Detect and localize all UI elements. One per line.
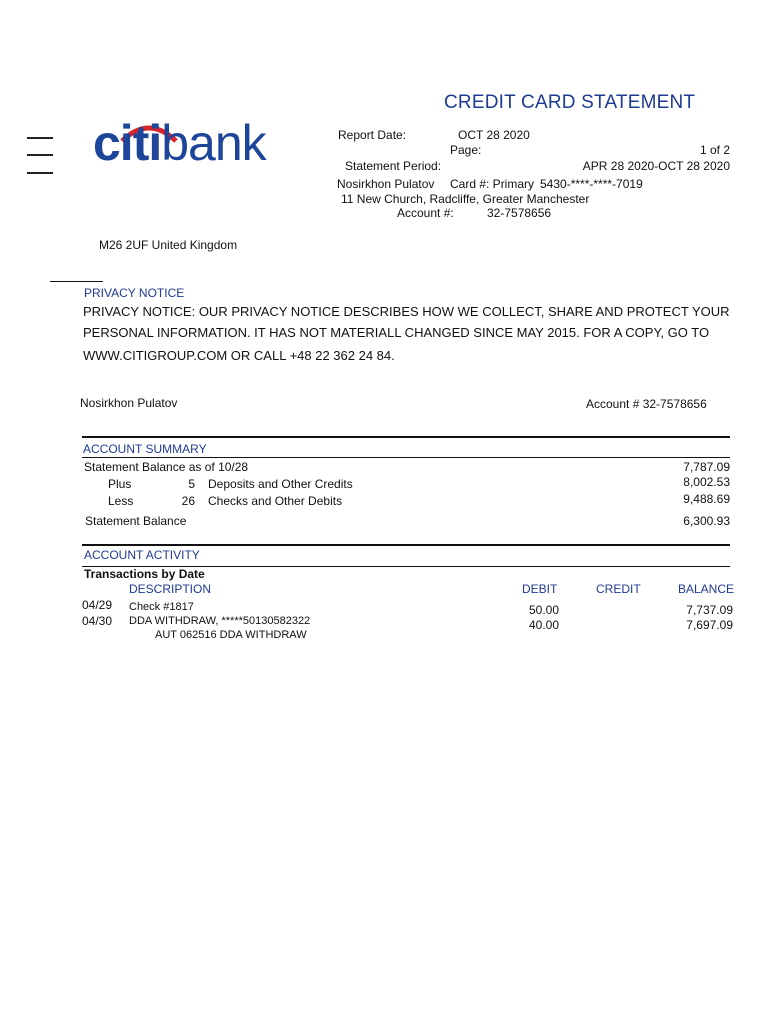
logo-bank: bank: [161, 115, 266, 171]
privacy-heading: PRIVACY NOTICE: [84, 286, 185, 300]
card-label: Card #: Primary: [450, 177, 535, 191]
divider: [50, 281, 103, 282]
account-label: Account #:: [397, 206, 454, 220]
activity-top-rule: [82, 544, 730, 546]
row-description: DDA WITHDRAW, *****50130582322: [129, 615, 311, 627]
summary-top-rule: [82, 436, 730, 438]
report-date-label: Report Date:: [338, 128, 407, 142]
page-label: Page:: [450, 143, 482, 157]
less-label: Less: [108, 494, 134, 508]
col-balance: BALANCE: [678, 582, 735, 596]
col-credit: CREDIT: [596, 582, 641, 596]
statement-period-value: APR 28 2020-OCT 28 2020: [582, 159, 730, 173]
col-debit: DEBIT: [522, 582, 558, 596]
plus-desc: Deposits and Other Credits: [208, 477, 353, 491]
less-desc: Checks and Other Debits: [208, 494, 343, 508]
account-number: 32-7578656: [487, 206, 552, 220]
activity-heading: ACCOUNT ACTIVITY: [84, 548, 200, 562]
plus-label: Plus: [108, 477, 132, 491]
holder-row-name: Nosirkhon Pulatov: [80, 396, 178, 410]
privacy-line-1: PRIVACY NOTICE: OUR PRIVACY NOTICE DESCRIBES HOW WE COLLECT, SHARE AND PROTECT YOUR: [83, 304, 730, 319]
row-date: 04/29: [82, 598, 113, 612]
holder-row-account: Account # 32-7578656: [586, 397, 707, 411]
row-balance: 7,697.09: [686, 618, 733, 632]
balance-asof-value: 7,787.09: [683, 460, 730, 474]
statement-period-label: Statement Period:: [345, 159, 442, 173]
logo-citi: citi: [93, 115, 162, 171]
plus-count: 5: [188, 477, 195, 491]
report-date-value: OCT 28 2020: [458, 128, 530, 142]
privacy-line-3[interactable]: WWW.CITIGROUP.COM OR CALL +48 22 362 24 84.: [83, 348, 395, 363]
statement-title: CREDIT CARD STATEMENT: [444, 92, 696, 113]
row-description-detail: AUT 062516 DDA WITHDRAW: [155, 629, 307, 641]
summary-heading: ACCOUNT SUMMARY: [83, 442, 207, 456]
plus-value: 8,002.53: [683, 475, 730, 489]
page-value: 1 of 2: [699, 143, 730, 157]
row-date: 04/30: [82, 614, 113, 628]
activity-subheading: Transactions by Date: [84, 567, 205, 581]
privacy-line-2: PERSONAL INFORMATION. IT HAS NOT MATERIALL CHANGED SINCE MAY 2015. FOR A COPY, GO TO: [83, 325, 710, 340]
less-value: 9,488.69: [683, 492, 730, 506]
statement-balance-label: Statement Balance: [85, 514, 187, 528]
row-debit: 40.00: [528, 618, 559, 632]
card-number: 5430-****-****-7019: [540, 177, 643, 191]
address-line-1: 11 New Church, Radcliffe, Greater Manchester: [341, 192, 590, 206]
row-description: Check #1817: [129, 601, 194, 613]
summary-rule: [82, 457, 730, 458]
holder-name: Nosirkhon Pulatov: [337, 177, 435, 191]
balance-asof-label: Statement Balance as of 10/28: [84, 460, 249, 474]
less-count: 26: [181, 494, 195, 508]
address-line-2: M26 2UF United Kingdom: [99, 238, 238, 252]
statement-balance-value: 6,300.93: [683, 514, 730, 528]
col-description: DESCRIPTION: [129, 582, 212, 596]
row-debit: 50.00: [528, 603, 559, 617]
citibank-logo: [93, 115, 266, 171]
row-balance: 7,737.09: [686, 603, 733, 617]
